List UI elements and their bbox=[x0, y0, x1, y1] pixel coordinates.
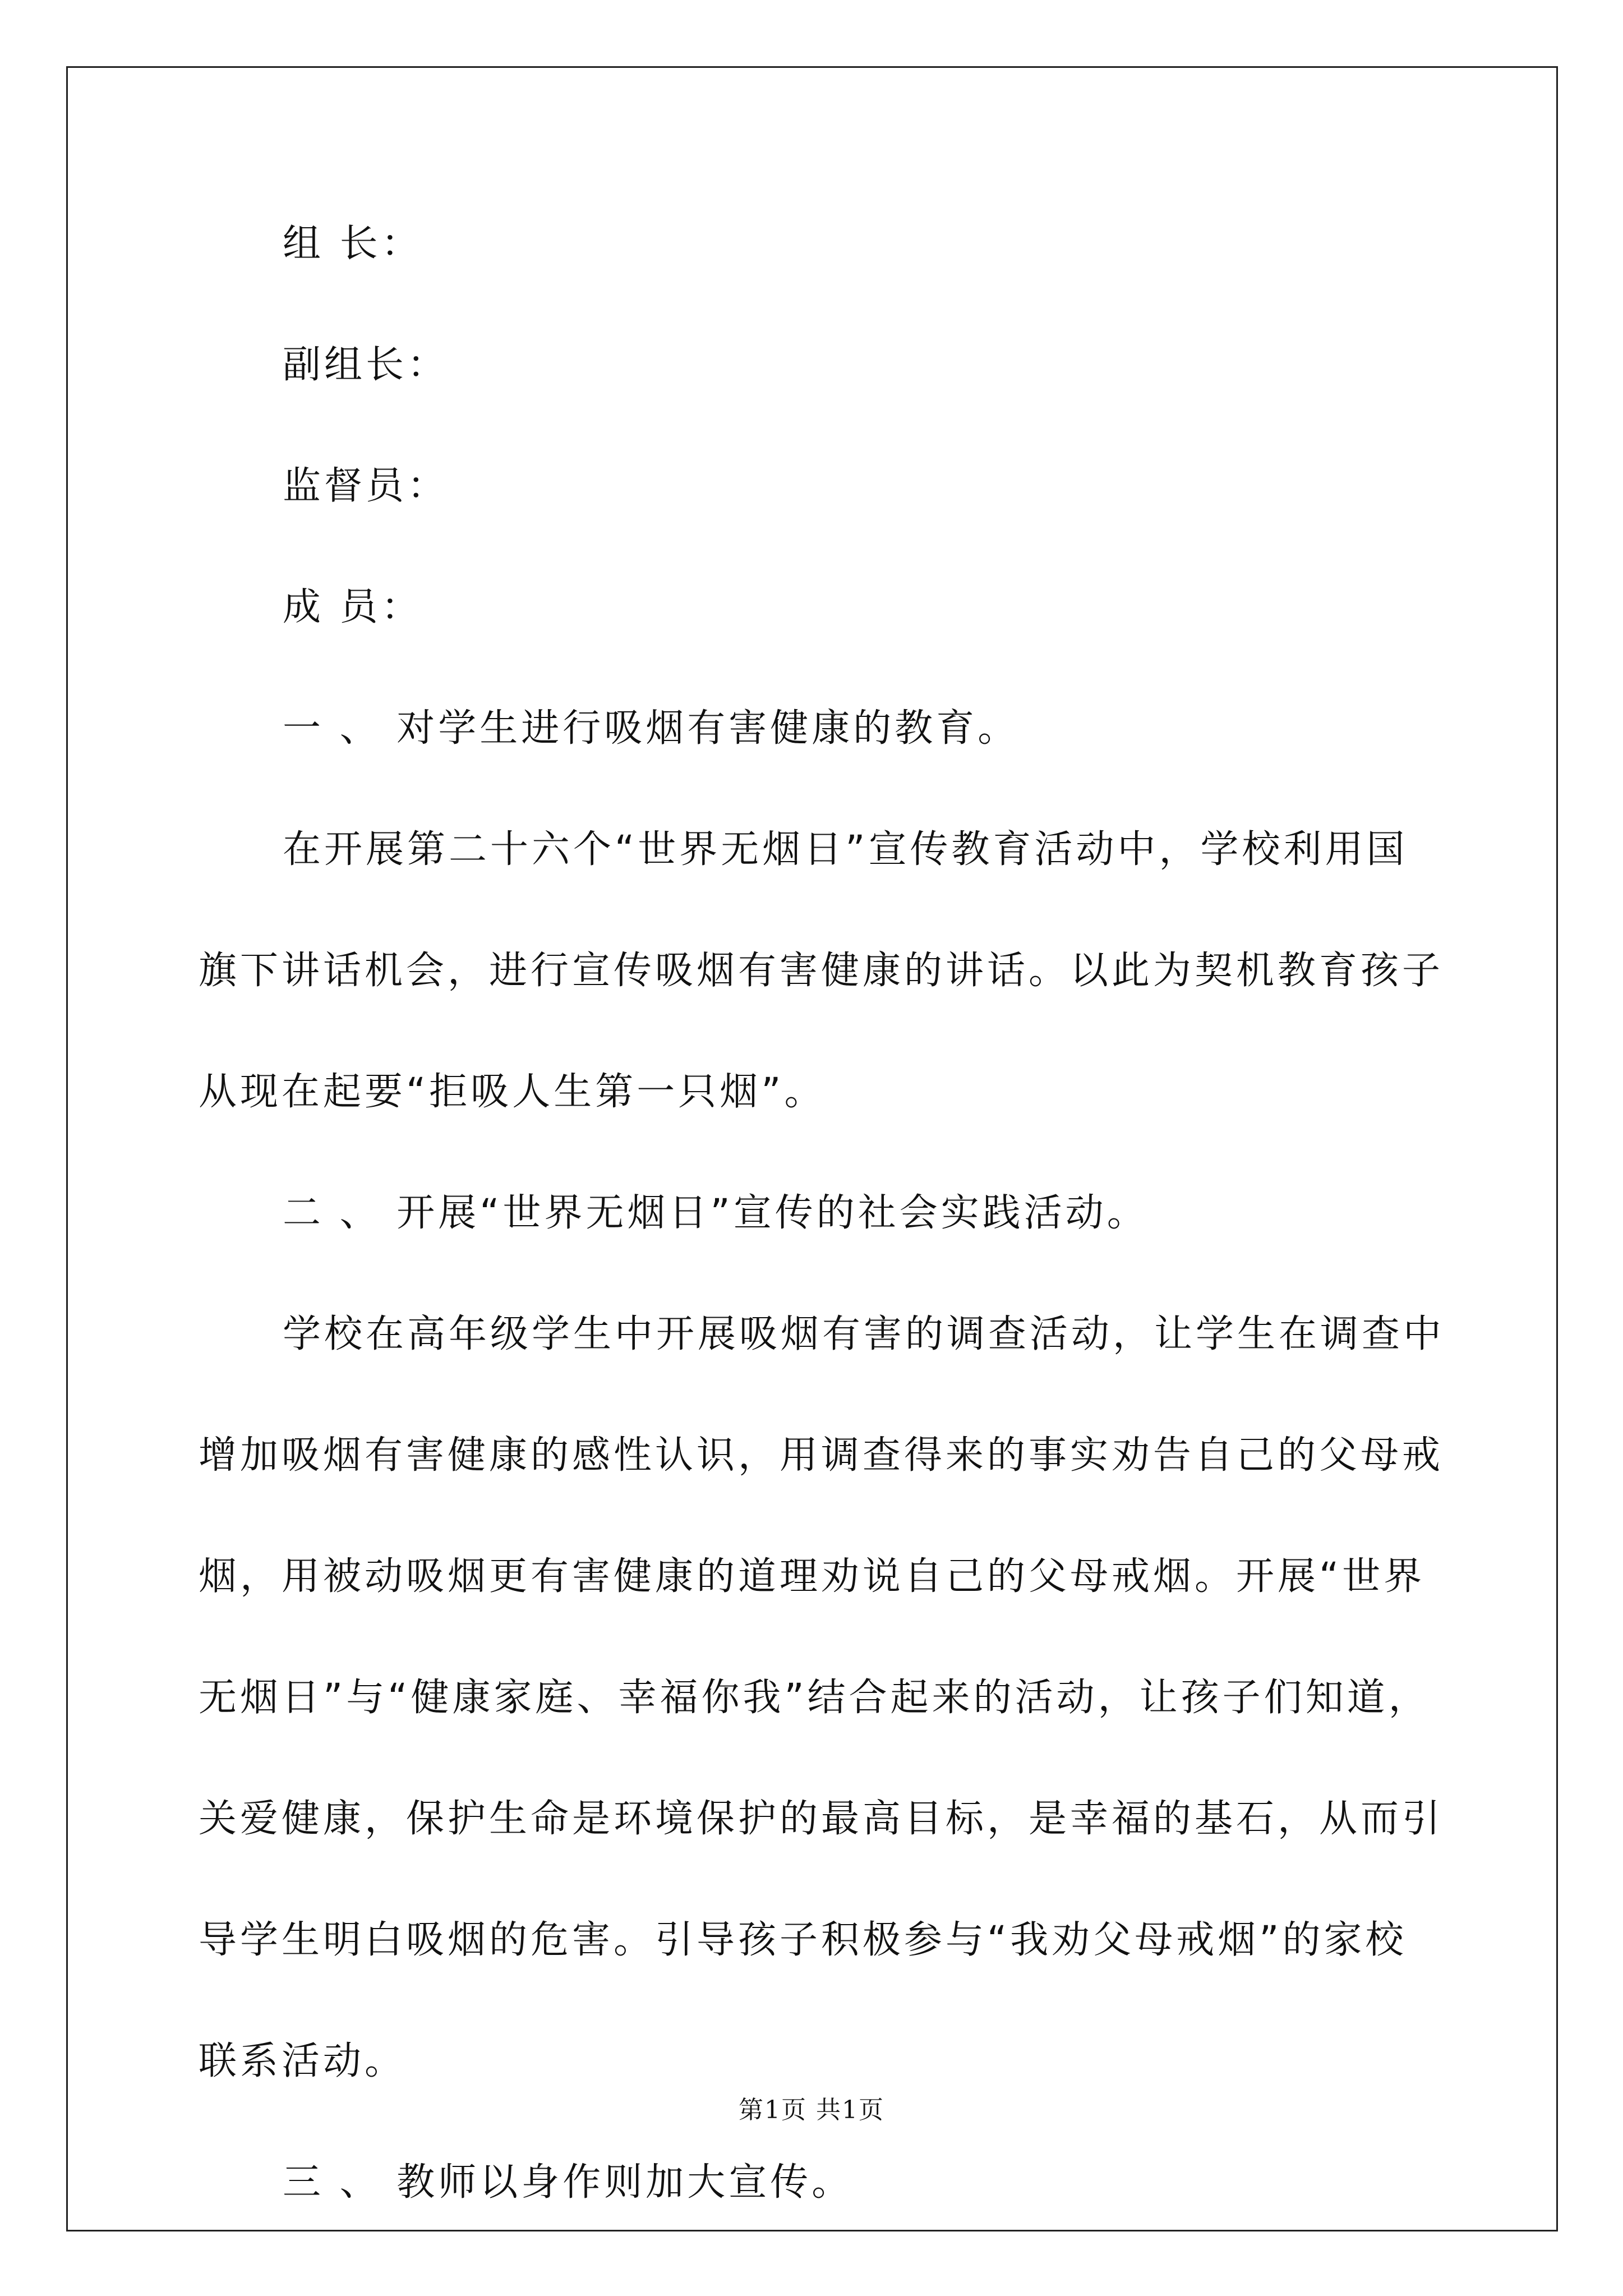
body-line: 学校在高年级学生中开展吸烟有害的调查活动，让学生在调查中 bbox=[283, 1312, 1445, 1356]
section-1-heading: 一 、 对学生进行吸烟有害健康的教育。 bbox=[283, 706, 1020, 751]
body-line: 无烟日”与“健康家庭、幸福你我”结合起来的活动，让孩子们知道， bbox=[199, 1676, 1430, 1720]
leader-label: 组 长： bbox=[283, 222, 423, 266]
deputy-leader-label: 副组长： bbox=[283, 343, 449, 387]
section-2-heading: 二 、 开展“世界无烟日”宣传的社会实践活动。 bbox=[283, 1191, 1149, 1235]
section-2-body bbox=[199, 1304, 1455, 2152]
page-number-footer: 第1页 共1页 bbox=[739, 2096, 884, 2124]
body-line: 烟，用被动吸烟更有害健康的道理劝说自己的父母戒烟。开展“世界 bbox=[199, 1554, 1426, 1599]
supervisor-label: 监督员： bbox=[283, 464, 449, 508]
body-line: 联系活动。 bbox=[199, 2039, 407, 2083]
body-line: 旗下讲话机会，进行宣传吸烟有害健康的讲话。以此为契机教育孩子 bbox=[199, 949, 1444, 993]
body-line: 在开展第二十六个“世界无烟日”宣传教育活动中，学校利用国 bbox=[283, 827, 1408, 872]
body-line: 导学生明白吸烟的危害。引导孩子积极参与“我劝父母戒烟”的家校 bbox=[199, 1918, 1407, 1962]
body-line: 增加吸烟有害健康的感性认识，用调查得来的事实劝告自己的父母戒 bbox=[199, 1433, 1444, 1478]
members-label: 成 员： bbox=[283, 585, 423, 629]
section-1-body bbox=[199, 819, 1455, 1182]
section-3-heading: 三 、 教师以身作则加大宣传。 bbox=[283, 2160, 854, 2205]
body-line: 关爱健康，保护生命是环境保护的最高目标，是幸福的基石，从而引 bbox=[199, 1797, 1444, 1841]
document-body bbox=[199, 213, 1455, 2273]
body-line: 从现在起要“拒吸人生第一只烟”。 bbox=[199, 1070, 826, 1114]
